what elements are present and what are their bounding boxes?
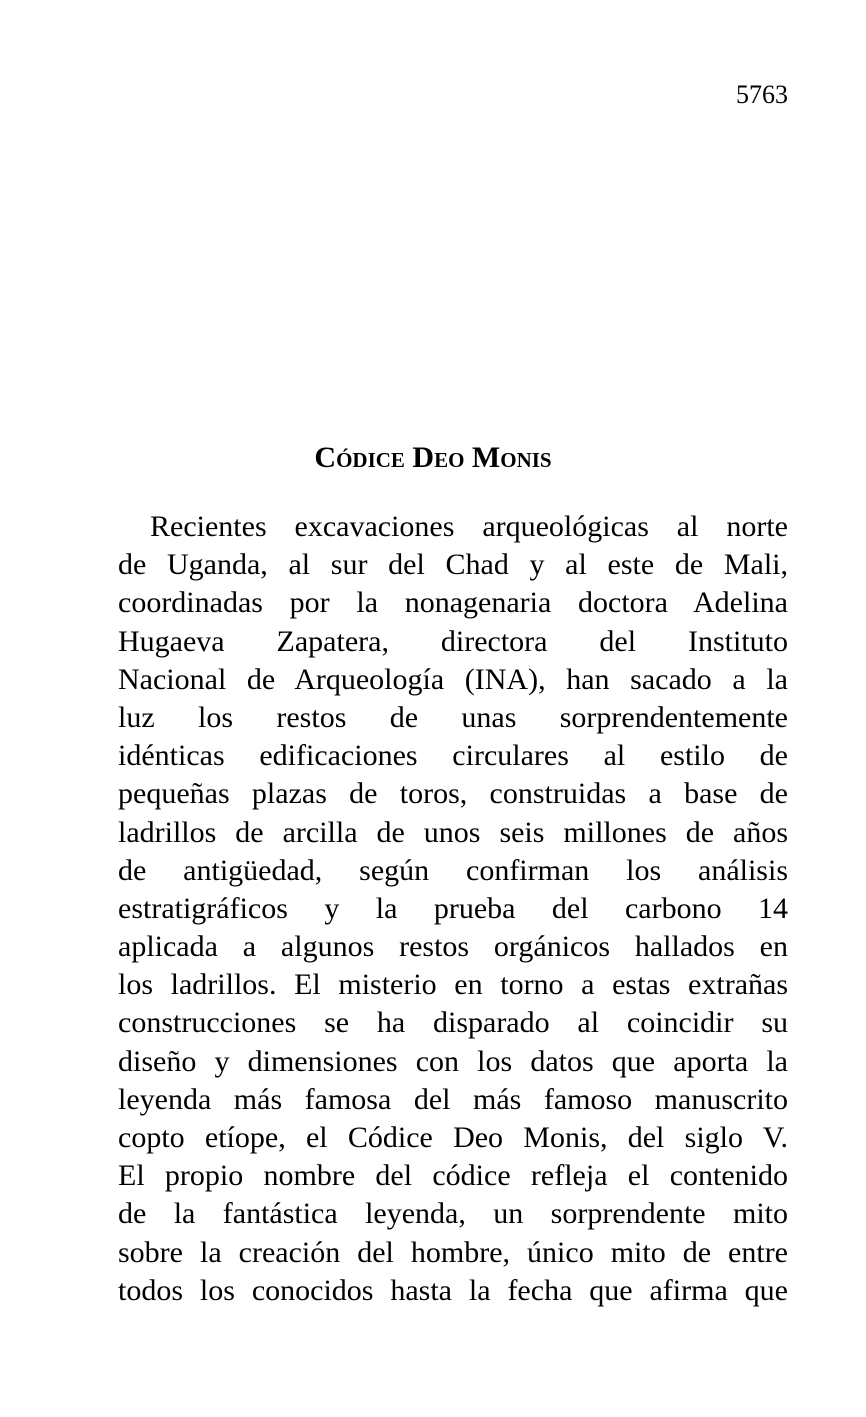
text-line: de antigüedad, según confirman los análisis [118, 853, 788, 887]
chapter-title: Códice Deo Monis [314, 441, 552, 474]
text-line: diseño y dimensiones con los datos que aporta la [118, 1044, 788, 1078]
body-paragraph [118, 508, 788, 1310]
text-line: Hugaeva Zapatera, directora del Instituto [118, 624, 788, 658]
text-line: aplicada a algunos restos orgánicos hallados en [118, 930, 788, 964]
text-line: coordinadas por la nonagenaria doctora Adelina [118, 586, 788, 620]
text-line: leyenda más famosa del más famoso manuscrito [118, 1082, 788, 1116]
text-line: luz los restos de unas sorprendentemente [118, 700, 788, 734]
text-line: copto etíope, el Códice Deo Monis, del siglo V. [118, 1121, 788, 1154]
text-line: Recientes excavaciones arqueológicas al norte [150, 510, 788, 543]
text-line: estratigráficos y la prueba del carbono 14 [118, 891, 788, 925]
text-line: los ladrillos. El misterio en torno a estas extrañas [118, 968, 788, 1002]
text-line: idénticas edificaciones circulares al estilo de [118, 739, 788, 773]
page-number: 5763 [736, 80, 788, 109]
text-line: Nacional de Arqueología (INA), han sacado a la [118, 662, 788, 696]
text-line: construcciones se ha disparado al coincidir su [118, 1006, 788, 1040]
text-line: todos los conocidos hasta la fecha que afirma que [118, 1273, 788, 1307]
text-line: ladrillos de arcilla de unos seis millones de años [118, 815, 788, 849]
text-line: pequeñas plazas de toros, construidas a base de [118, 777, 788, 811]
text-line: de la fantástica leyenda, un sorprendente mito [118, 1197, 788, 1231]
text-line: sobre la creación del hombre, único mito de entre [118, 1235, 788, 1269]
text-line: de Uganda, al sur del Chad y al este de Mali, [118, 548, 788, 582]
text-line: El propio nombre del códice refleja el contenido [118, 1159, 788, 1193]
